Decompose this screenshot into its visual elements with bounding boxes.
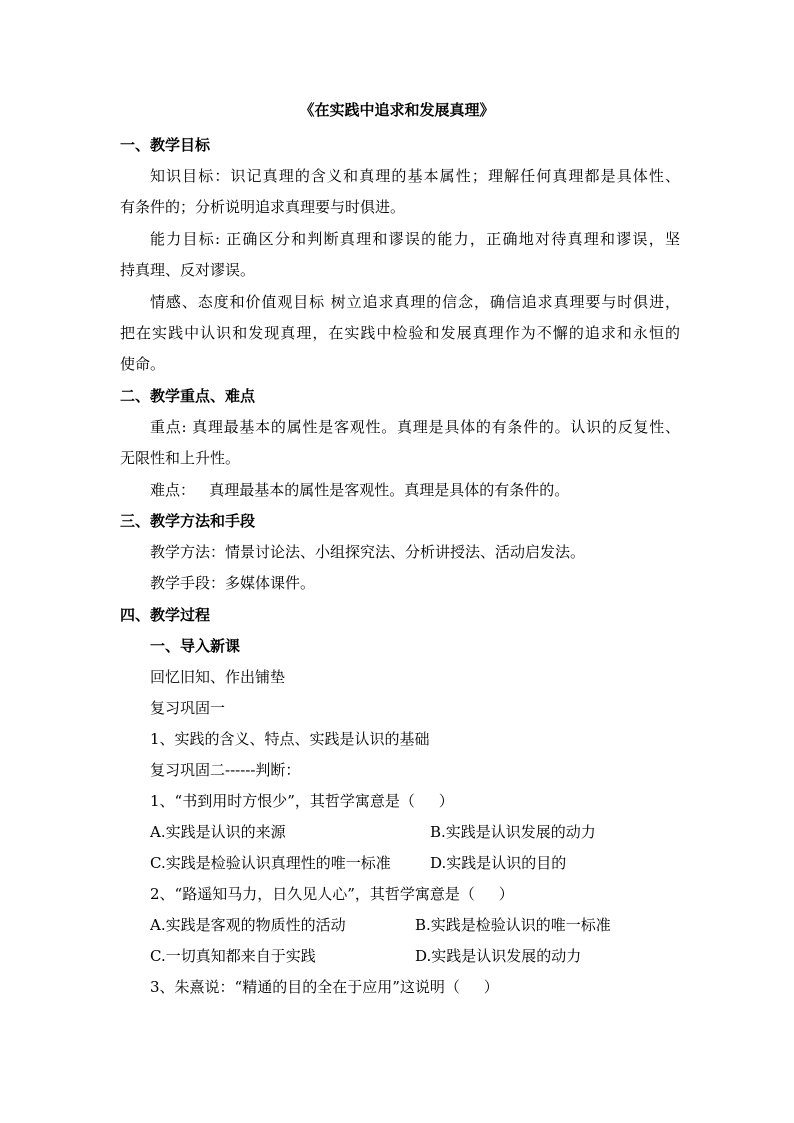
section-heading-objectives: 一、教学目标 [120, 136, 211, 154]
question-1-option-c: C.实践是检验认识真理性的唯一标准 [150, 854, 391, 872]
teaching-method-line: 教学方法：情景讨论法、小组探究法、分析讲授法、活动启发法。 [150, 543, 586, 561]
question-1-option-d: D.实践是认识的目的 [430, 854, 567, 872]
difficult-point-line: 难点： 真理最基本的属性是客观性。真理是具体的有条件的。 [150, 481, 570, 499]
recall-line: 回忆旧知、作出铺垫 [150, 668, 286, 686]
question-1-option-a: A.实践是认识的来源 [150, 823, 286, 841]
review-one-heading: 复习巩固一 [150, 699, 226, 717]
knowledge-goal-line-2: 有条件的；分析说明追求真理要与时俱进。 [120, 198, 406, 216]
key-point-line-1: 重点: 真理最基本的属性是客观性。真理是具体的有条件的。认识的反复性、 [150, 418, 680, 436]
question-2-option-d: D.实践是认识发展的动力 [415, 947, 582, 965]
section-heading-methods: 三、教学方法和手段 [120, 512, 256, 530]
emotion-goal-line-1: 情感、态度和价值观目标 树立追求真理的信念，确信追求真理要与时俱进， [150, 293, 680, 311]
question-2-option-b: B.实践是检验认识的唯一标准 [415, 916, 611, 934]
question-1-stem: 1、“书到用时方恨少”，其哲学寓意是（ ） [150, 792, 454, 810]
question-1-option-b: B.实践是认识发展的动力 [430, 823, 596, 841]
question-2-option-a: A.实践是客观的物质性的活动 [150, 916, 346, 934]
question-2-stem: 2、“路遥知马力，日久见人心”，其哲学寓意是（ ） [150, 885, 514, 903]
review-two-heading: 复习巩固二------判断： [150, 761, 301, 779]
knowledge-goal-line-1: 知识目标：识记真理的含义和真理的基本属性；理解任何真理都是具体性、 [150, 167, 680, 185]
question-2-option-c: C.一切真知都来自于实践 [150, 947, 316, 965]
question-3-stem: 3、朱熹说：“精通的目的全在于应用”这说明（ ） [150, 978, 499, 996]
subsection-introduction: 一、导入新课 [150, 637, 241, 655]
key-point-line-2: 无限性和上升性。 [120, 449, 241, 467]
review-one-item: 1、实践的含义、特点、实践是认识的基础 [150, 730, 430, 748]
section-heading-key-points: 二、教学重点、难点 [120, 387, 256, 405]
emotion-goal-line-3: 使命。 [120, 355, 166, 373]
teaching-means-line: 教学手段：多媒体课件。 [150, 574, 316, 592]
ability-goal-line-2: 持真理、反对谬误。 [120, 261, 256, 279]
document-title: 《在实践中追求和发展真理》 [299, 101, 495, 119]
section-heading-process: 四、教学过程 [120, 606, 211, 624]
emotion-goal-line-2: 把在实践中认识和发现真理，在实践中检验和发展真理作为不懈的追求和永恒的 [120, 324, 680, 342]
ability-goal-line-1: 能力目标: 正确区分和判断真理和谬误的能力，正确地对待真理和谬误，坚 [150, 230, 680, 248]
